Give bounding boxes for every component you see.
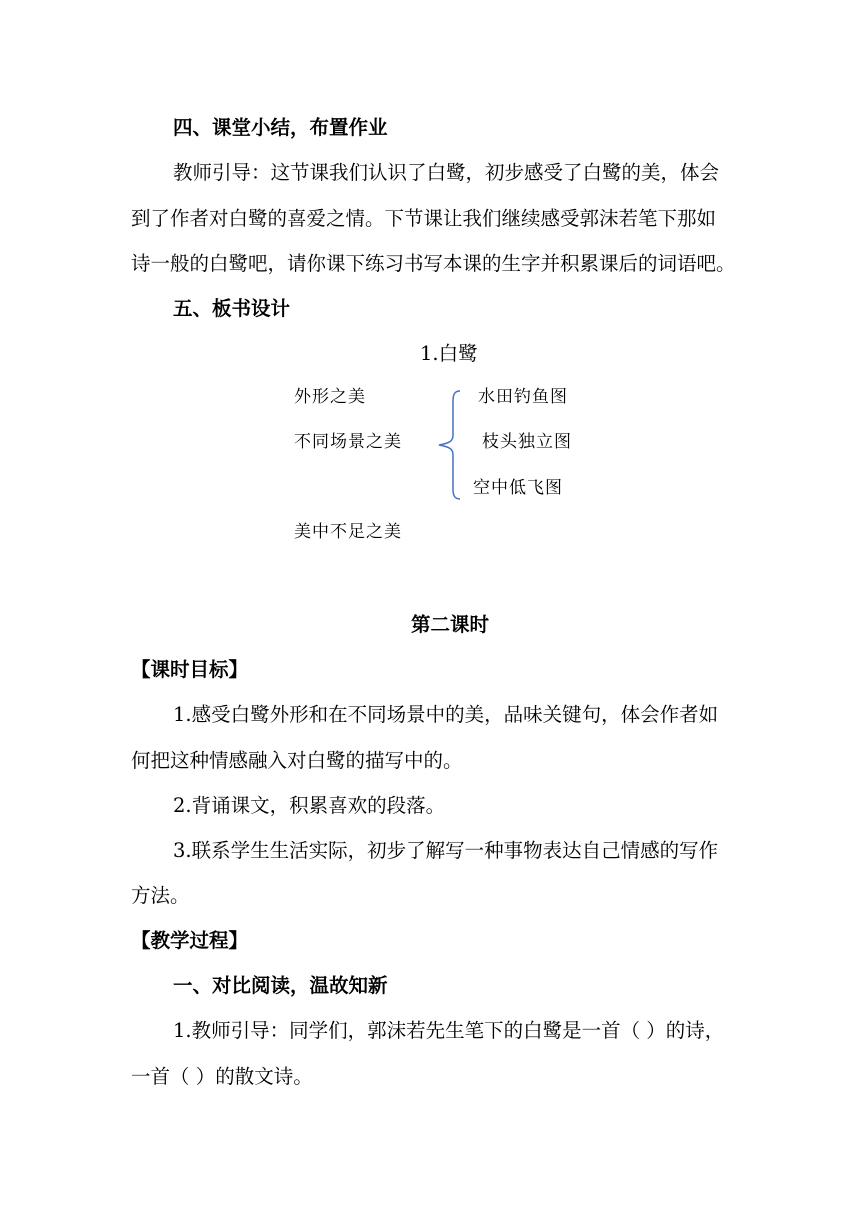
goal-line-1: 1.感受白鹭外形和在不同场景中的美，品味关键句，体会作者如 <box>173 703 719 726</box>
goal-line-2: 何把这种情感融入对白鹭的描写中的。 <box>131 749 463 772</box>
goal-line-3: 2.背诵课文，积累喜欢的段落。 <box>173 794 446 817</box>
section5-heading: 五、板书设计 <box>173 297 291 320</box>
section4-line-1: 教师引导：这节课我们认识了白鹭，初步感受了白鹭的美，体会 <box>173 161 720 184</box>
section4-line-3: 诗一般的白鹭吧，请你课下练习书写本课的生字并积累课后的词语吧。 <box>131 252 736 275</box>
board-right-2: 枝头独立图 <box>482 432 572 452</box>
lesson2-title: 第二课时 <box>411 613 490 636</box>
curly-brace-icon <box>436 389 464 501</box>
board-left-2: 不同场景之美 <box>294 432 402 452</box>
section4-line-2: 到了作者对白鹭的喜爱之情。下节课让我们继续感受郭沫若笔下那如 <box>131 207 717 230</box>
step1-heading: 一、对比阅读，温故知新 <box>173 974 388 997</box>
board-right-1: 水田钓鱼图 <box>478 387 568 407</box>
goals-heading: 【课时目标】 <box>131 658 249 681</box>
step1-line-1: 1.教师引导：同学们，郭沫若先生笔下的白鹭是一首（ ）的诗， <box>173 1019 725 1042</box>
board-left-3: 美中不足之美 <box>294 522 402 542</box>
process-heading: 【教学过程】 <box>131 929 249 952</box>
section4-heading: 四、课堂小结，布置作业 <box>173 116 388 139</box>
board-title: 1.白鹭 <box>420 342 478 365</box>
step1-line-2: 一首（ ）的散文诗。 <box>131 1065 313 1088</box>
board-right-3: 空中低飞图 <box>473 478 563 498</box>
board-left-1: 外形之美 <box>294 387 366 407</box>
goal-line-4: 3.联系学生生活实际，初步了解写一种事物表达自己情感的写作 <box>173 839 719 862</box>
goal-line-5: 方法。 <box>131 884 190 907</box>
